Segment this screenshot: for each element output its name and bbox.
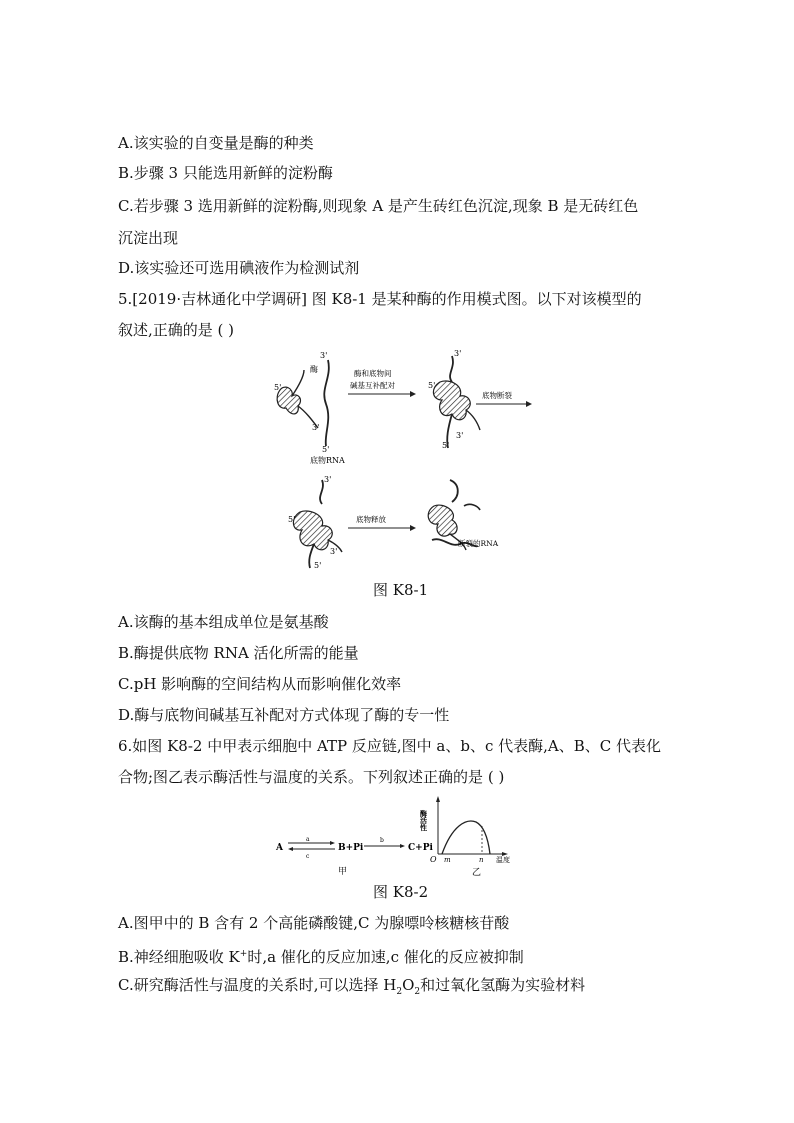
q6-option-c-sub1: 2 bbox=[396, 987, 403, 997]
q5-stem-line1: 5.[2019·吉林通化中学调研] 图 K8-1 是某种酶的作用模式图。以下对该模型的 bbox=[118, 290, 642, 308]
enzyme-c-label: c bbox=[306, 853, 310, 860]
q6-option-c bbox=[118, 975, 585, 1002]
label-step1-line2: 碱基互补配对 bbox=[350, 381, 395, 390]
q4-option-b: B.步骤 3 只能选用新鲜的淀粉酶 bbox=[118, 164, 333, 182]
label-enzyme: 酶 bbox=[310, 365, 318, 374]
enzyme-a-label: a bbox=[306, 836, 310, 843]
compound-b-pi: B+Pi bbox=[338, 843, 364, 853]
figure-k8-2-caption: 图 K8-2 bbox=[373, 883, 429, 901]
label-step3: 底物释放 bbox=[356, 515, 386, 524]
q6-option-a: A.图甲中的 B 含有 2 个高能磷酸键,C 为腺嘌呤核糖核苷酸 bbox=[118, 914, 510, 932]
label-3prime-c: 3' bbox=[454, 349, 462, 358]
origin-label: O bbox=[430, 855, 437, 864]
label-3prime-f: 3' bbox=[330, 547, 338, 556]
figure-k8-1-top bbox=[270, 348, 540, 468]
figure-yi-label: 乙 bbox=[472, 868, 482, 878]
label-substrate-rna: 底物RNA bbox=[310, 456, 345, 465]
substrate-rna-strand bbox=[324, 360, 329, 446]
q6-option-c-sub2: 2 bbox=[414, 987, 421, 997]
enzyme-model-diagram-bottom bbox=[282, 474, 522, 574]
label-broken-rna: 断裂的RNA bbox=[458, 539, 499, 548]
label-3prime-d: 3' bbox=[456, 431, 464, 440]
q6-option-b-sup: + bbox=[239, 949, 248, 959]
tick-n-label: n bbox=[479, 856, 484, 864]
label-5prime-f: 5' bbox=[314, 561, 322, 570]
activity-curve bbox=[442, 821, 490, 854]
label-5prime-e: 5' bbox=[288, 515, 296, 524]
broken-rna-fragment-2 bbox=[464, 504, 480, 510]
label-5prime-a: 5' bbox=[274, 383, 282, 392]
figure-k8-2 bbox=[272, 796, 552, 880]
compound-a: A bbox=[276, 843, 283, 853]
y-axis-label: 酶活性 bbox=[419, 810, 429, 831]
figure-k8-1-caption: 图 K8-1 bbox=[373, 581, 429, 599]
figure-k8-1-bottom bbox=[282, 474, 522, 574]
label-step2: 底物断裂 bbox=[482, 391, 512, 400]
q6-option-c-mid: O bbox=[402, 976, 415, 994]
compound-c-pi: C+Pi bbox=[408, 843, 433, 853]
enzyme-with-cut-substrate bbox=[293, 511, 332, 550]
label-step1-line1: 酶和底物间 bbox=[354, 369, 392, 378]
enzyme-model-diagram-top bbox=[270, 348, 540, 468]
q6-stem-line1: 6.如图 K8-2 中甲表示细胞中 ATP 反应链,图中 a、b、c 代表酶,A、B、C 代表化 bbox=[118, 737, 661, 755]
label-5prime-d: 5' bbox=[442, 441, 450, 450]
enzyme-b-label: b bbox=[380, 837, 384, 844]
q5-option-c: C.pH 影响酶的空间结构从而影响催化效率 bbox=[118, 675, 402, 693]
x-axis-label: 温度 bbox=[496, 856, 510, 864]
q6-option-c-post: 和过氧化氢酶为实验材料 bbox=[420, 976, 586, 994]
label-3prime-a: 3' bbox=[320, 351, 328, 360]
label-3prime-b: 3' bbox=[312, 423, 320, 432]
label-5prime-c: 5' bbox=[428, 381, 436, 390]
q6-stem-line2: 合物;图乙表示酶活性与温度的关系。下列叙述正确的是 ( ) bbox=[118, 768, 505, 786]
figure-jia-label: 甲 bbox=[338, 867, 348, 877]
q6-option-b-pre: B.神经细胞吸收 K bbox=[118, 948, 240, 966]
tick-m-label: m bbox=[444, 856, 451, 864]
q6-option-b bbox=[118, 944, 524, 967]
q4-option-c-line2: 沉淀出现 bbox=[118, 229, 179, 247]
q4-option-c-line1: C.若步骤 3 选用新鲜的淀粉酶,则现象 A 是产生砖红色沉淀,现象 B 是无砖红色 bbox=[118, 197, 639, 215]
label-5prime-b: 5' bbox=[322, 445, 330, 454]
label-3prime-e: 3' bbox=[324, 475, 332, 484]
q4-option-d: D.该实验还可选用碘液作为检测试剂 bbox=[118, 259, 360, 277]
q5-option-b: B.酶提供底物 RNA 活化所需的能量 bbox=[118, 644, 359, 662]
q5-option-a: A.该酶的基本组成单位是氨基酸 bbox=[118, 613, 329, 631]
q5-option-d: D.酶与底物间碱基互补配对方式体现了酶的专一性 bbox=[118, 706, 450, 724]
q6-option-b-post: 时,a 催化的反应加速,c 催化的反应被抑制 bbox=[247, 948, 524, 966]
q4-option-a: A.该实验的自变量是酶的种类 bbox=[118, 134, 314, 152]
atp-chain-and-temperature-graph bbox=[272, 796, 552, 880]
released-enzyme bbox=[428, 505, 457, 536]
q5-stem-line2: 叙述,正确的是 ( ) bbox=[118, 321, 235, 339]
q6-option-c-pre: C.研究酶活性与温度的关系时,可以选择 H bbox=[118, 976, 397, 994]
